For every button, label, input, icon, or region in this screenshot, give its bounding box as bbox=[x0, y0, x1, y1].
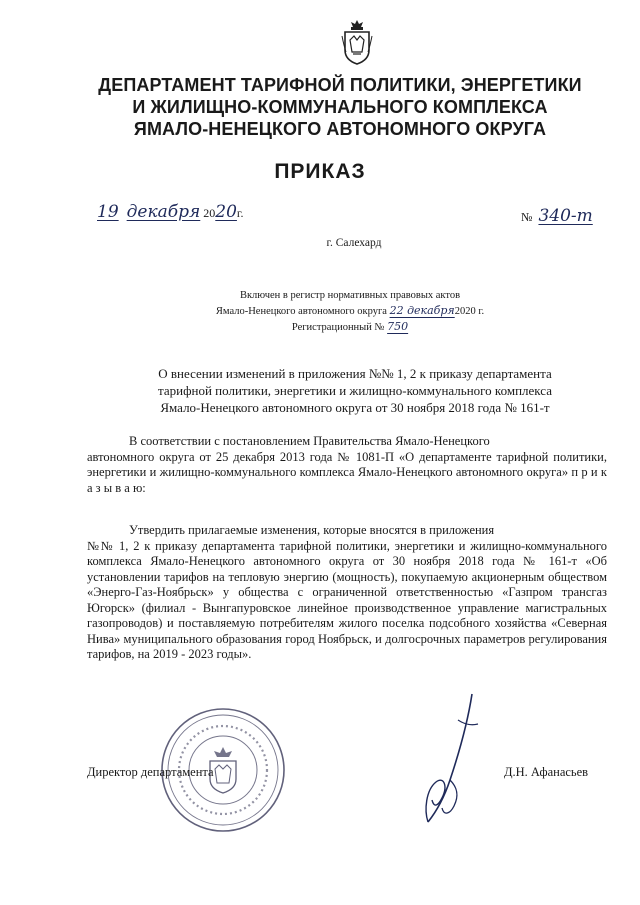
subject-line: тарифной политики, энергетики и жилищно-коммунального комплекса bbox=[158, 383, 552, 398]
body-paragraph-1 bbox=[87, 434, 607, 496]
department-line: ДЕПАРТАМЕНТ ТАРИФНОЙ ПОЛИТИКИ, ЭНЕРГЕТИКИ bbox=[98, 75, 582, 95]
signature-icon bbox=[410, 690, 490, 830]
paragraph-first-line: Утвердить прилагаемые изменения, которые вносятся в приложения bbox=[129, 523, 495, 537]
order-month: декабря bbox=[126, 202, 201, 222]
order-city: г. Салехард bbox=[326, 237, 382, 249]
registry-number: 750 bbox=[387, 320, 409, 333]
order-number bbox=[521, 206, 593, 226]
coat-of-arms-icon bbox=[340, 18, 374, 66]
body-paragraph-2 bbox=[87, 523, 607, 663]
registry-line: Включен в регистр нормативных правовых актов bbox=[239, 290, 461, 301]
department-line: ЯМАЛО-НЕНЕЦКОГО АВТОНОМНОГО ОКРУГА bbox=[133, 119, 547, 139]
registry-stamp bbox=[160, 288, 540, 335]
order-year-suffix: 20 bbox=[215, 202, 237, 222]
subject-line: Ямало-Ненецкого автономного округа от 30 ноября 2018 года № 161-т bbox=[160, 400, 550, 415]
order-subject bbox=[100, 365, 610, 416]
order-date bbox=[97, 202, 244, 222]
order-number-label: № bbox=[521, 210, 533, 224]
order-day: 19 bbox=[97, 202, 119, 222]
order-number-value: 340-т bbox=[538, 206, 593, 226]
department-line: И ЖИЛИЩНО-КОММУНАЛЬНОГО КОМПЛЕКСА bbox=[132, 97, 548, 117]
registry-line: Ямало-Ненецкого автономного округа 22 декабря2020 г. bbox=[215, 304, 485, 317]
order-year-unit: г. bbox=[236, 206, 244, 220]
subject-line: О внесении изменений в приложения №№ 1, 2 к приказу департамента bbox=[158, 366, 552, 381]
paragraph-first-line: В соответствии с постановлением Правительства Ямало-Ненецкого bbox=[129, 434, 490, 448]
order-year-prefix: 20 bbox=[203, 206, 216, 220]
registry-date: 22 декабря bbox=[389, 304, 455, 317]
signatory-name: Д.Н. Афанасьев bbox=[504, 765, 589, 779]
department-name bbox=[80, 74, 600, 140]
signatory-position: Директор департамента bbox=[87, 765, 214, 779]
paragraph-rest: №№ 1, 2 к приказу департамента тарифной политики, энергетики и жилищно-коммунального комплекса Ямало-Ненецкого автономного округа от 30 ноября 2018 года № 161-т «Об установлении тарифов на тепловую энергию (мощность), покупаемую акционерным обществом «Энерго-Газ-Ноябрьск» у общества с ограниченной ответственностью «Газпром трансгаз Югорск» (филиал - Вынгапуровское линейное производственное управление магистральных газопроводов) и поставляемую потребителям жилого поселка подсобного хозяйства «Северная Нива» муниципального образования город Ноябрьск, и долгосрочных параметров регулирования тарифов, на 2019 - 2023 годы». bbox=[87, 538, 607, 661]
document-type-title: ПРИКАЗ bbox=[274, 160, 366, 183]
paragraph-rest: автономного округа от 25 декабря 2013 года № 1081-П «О департаменте тарифной политики, энергетики и жилищно-коммунального комплекса Ямало-Ненецкого автономного округа» п р и к а з ы в а ю: bbox=[87, 449, 607, 495]
registry-line: Регистрационный № 750 bbox=[291, 320, 409, 333]
